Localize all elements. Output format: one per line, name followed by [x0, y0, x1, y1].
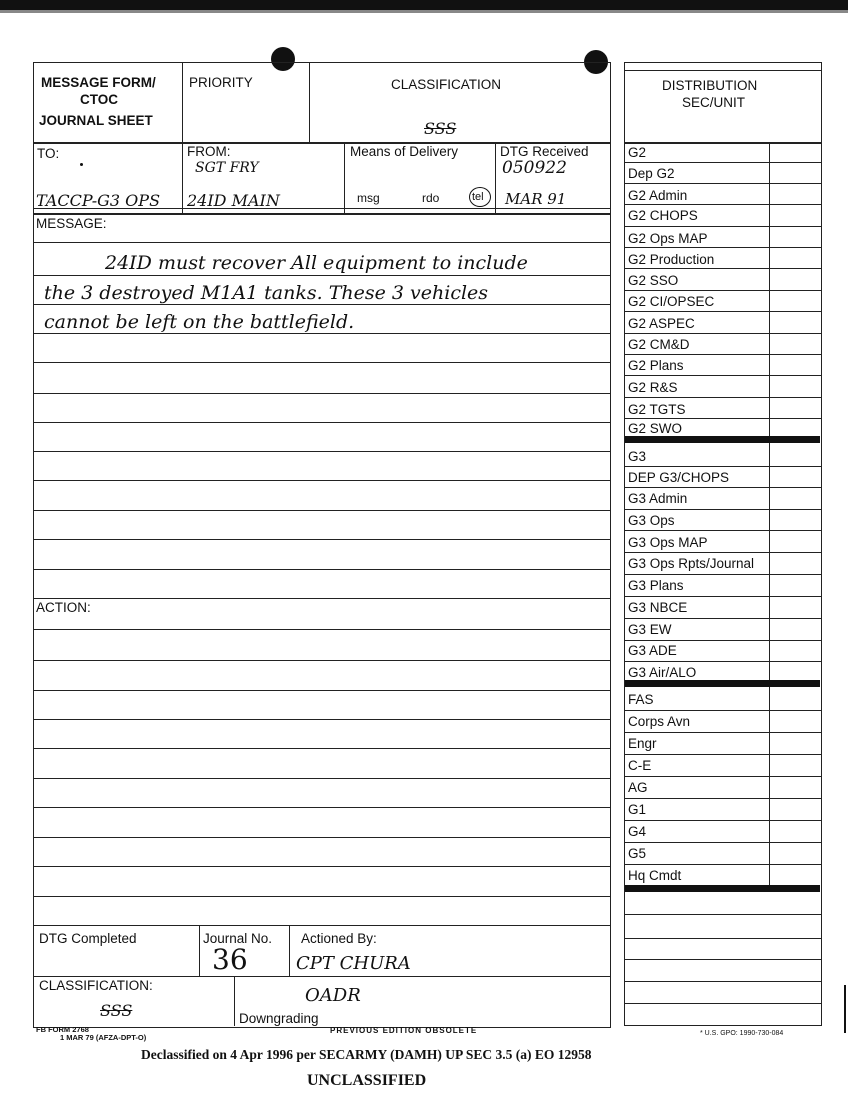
dtg-completed-label: DTG Completed: [39, 931, 137, 946]
rule-footer-v1: [199, 925, 200, 976]
action-label: ACTION:: [36, 600, 91, 615]
actioned-by-label: Actioned By:: [301, 931, 377, 946]
to-value: TACCP-G3 OPS: [36, 191, 161, 210]
rule-dist-row: [624, 354, 821, 355]
form-title-line1: MESSAGE FORM/: [41, 75, 156, 90]
rule-dist-row: [624, 333, 821, 334]
rule-line: [33, 242, 610, 243]
rule-dist-row: [624, 268, 821, 269]
dist-item: G2 SWO: [628, 421, 683, 436]
rule-dist-row: [624, 375, 821, 376]
distribution-header-line1: DISTRIBUTION: [662, 78, 758, 93]
rule-dist-row: [624, 640, 821, 641]
rule-line: [33, 598, 610, 599]
rule-line: [33, 778, 610, 779]
dist-item: Hq Cmdt: [628, 868, 682, 883]
rule-dist-row: [624, 914, 821, 915]
rule-line: [33, 837, 610, 838]
journal-no-value: 36: [212, 943, 248, 976]
message-line-2: the 3 destroyed M1A1 tanks. These 3 vehicles: [44, 282, 489, 304]
from-label: FROM:: [187, 144, 231, 159]
rule-dist-row: [624, 661, 821, 662]
declassified-note: Declassified on 4 Apr 1996 per SECARMY (DAMH) UP SEC 3.5 (a) EO 12958: [141, 1047, 592, 1062]
unclassified-marking: UNCLASSIFIED: [307, 1072, 427, 1089]
rule-dist-row: [624, 487, 821, 488]
message-line-1: 24ID must recover All equipment to include: [105, 252, 528, 274]
scan-top-band-gray: [0, 10, 848, 13]
rule-dist-row: [624, 981, 821, 982]
rule-header-v1: [182, 62, 183, 142]
delivery-tel: tel: [472, 191, 484, 203]
rule-routing-bottom: [33, 213, 610, 215]
form-number-line2: 1 MAR 79 (AFZA-DPT-O): [60, 1033, 147, 1042]
rule-dist-row: [624, 842, 821, 843]
gpo-note: * U.S. GPO: 1990-730-084: [700, 1030, 784, 1037]
rule-dist-row: [624, 142, 821, 144]
rule-line: [33, 510, 610, 511]
dist-item: G3 Ops MAP: [628, 535, 708, 550]
dist-item: G2 Production: [628, 252, 715, 267]
rule-dist-row: [624, 226, 821, 227]
dist-item: Dep G2: [628, 166, 675, 181]
rule-line: [33, 748, 610, 749]
form-title-line3: JOURNAL SHEET: [39, 113, 153, 128]
downgrading-value: OADR: [305, 985, 361, 1006]
rule-dist-row: [624, 864, 821, 865]
dist-item: G3 Plans: [628, 578, 684, 593]
rule-line: [33, 896, 610, 897]
rule-routing-v2: [344, 142, 345, 213]
dist-item: G2 Plans: [628, 358, 684, 373]
rule-dist-row: [624, 754, 821, 755]
from-line2: 24ID MAIN: [187, 191, 280, 210]
rule-header-v2: [309, 62, 310, 142]
rule-line: [33, 866, 610, 867]
footer-classification-value: SSS: [100, 1001, 133, 1020]
dist-item: G2 CM&D: [628, 337, 690, 352]
delivery-rdo: rdo: [422, 191, 440, 205]
rule-line: [33, 569, 610, 570]
rule-dist-row: [624, 798, 821, 799]
dist-item: DEP G3/CHOPS: [628, 470, 730, 485]
rule-line: [33, 629, 610, 630]
form-number-line1: FB FORM 2768: [36, 1025, 89, 1034]
dist-item: G3 EW: [628, 622, 672, 637]
form-title-line2: CTOC: [80, 92, 119, 107]
rule-dist-row: [624, 732, 821, 733]
rule-line: [33, 719, 610, 720]
rule-routing-v1: [182, 142, 183, 213]
delivery-label: Means of Delivery: [350, 144, 459, 159]
rule-footer-v2: [289, 925, 290, 976]
scan-right-edge: [844, 985, 846, 1033]
rule-line: [33, 690, 610, 691]
rule-dist-row: [624, 574, 821, 575]
dist-item: G2 CI/OPSEC: [628, 294, 715, 309]
distribution-header-line2: SEC/UNIT: [682, 95, 746, 110]
dist-item: Engr: [628, 736, 657, 751]
dtg-received-label: DTG Received: [500, 144, 589, 159]
dist-item: G2 Ops MAP: [628, 231, 708, 246]
rule-dist-row: [624, 162, 821, 163]
dist-item: G2 TGTS: [628, 402, 686, 417]
rule-dist-row: [624, 596, 821, 597]
message-label: MESSAGE:: [36, 216, 107, 231]
dist-section-bar: [625, 436, 820, 443]
rule-line: [33, 304, 610, 305]
dist-section-bar: [625, 885, 820, 892]
rule-line: [33, 660, 610, 661]
dist-item: G3 Ops Rpts/Journal: [628, 556, 755, 571]
delivery-msg: msg: [357, 191, 380, 205]
footer-classification-label: CLASSIFICATION:: [39, 978, 153, 993]
rule-dist-row: [624, 959, 821, 960]
classification-value: SSS: [424, 119, 457, 138]
rule-dist-row: [624, 397, 821, 398]
classification-label: CLASSIFICATION: [391, 77, 502, 92]
dist-item: G2 R&S: [628, 380, 678, 395]
dtg-received-date: MAR 91: [505, 190, 567, 208]
dist-item: AG: [628, 780, 648, 795]
rule-dist-row: [624, 418, 821, 419]
rule-dist-row: [624, 247, 821, 248]
dist-item: G2 Admin: [628, 188, 688, 203]
downgrading-label: Downgrading: [239, 1011, 319, 1026]
priority-label: PRIORITY: [189, 75, 253, 90]
dist-item: G2: [628, 145, 647, 160]
dist-item: G2 ASPEC: [628, 316, 695, 331]
scan-top-band: [0, 0, 848, 10]
rule-line: [33, 275, 610, 276]
rule-dist-row: [624, 509, 821, 510]
rule-line: [33, 451, 610, 452]
rule-dist-row: [624, 530, 821, 531]
dist-item: G2 CHOPS: [628, 208, 698, 223]
rule-line: [33, 539, 610, 540]
rule-dist-row: [624, 776, 821, 777]
rule-dist-row: [624, 183, 821, 184]
dist-item: G3 Air/ALO: [628, 665, 697, 680]
previous-edition-note: PREVIOUS EDITION OBSOLETE: [330, 1026, 478, 1035]
rule-dist-row: [624, 290, 821, 291]
to-label: TO:: [37, 146, 60, 161]
rule-dist-row: [624, 820, 821, 821]
dist-item: G2 SSO: [628, 273, 679, 288]
rule-line: [33, 925, 610, 926]
rule-line: [33, 393, 610, 394]
dist-item: G5: [628, 846, 647, 861]
from-line1: SGT FRY: [195, 160, 259, 176]
rule-dist-row: [624, 938, 821, 939]
rule-footer-v3: [234, 976, 235, 1026]
dist-item: Corps Avn: [628, 714, 691, 729]
rule-dist-row: [624, 710, 821, 711]
rule-dist-top: [624, 70, 821, 71]
rule-dist-row: [624, 552, 821, 553]
dist-item: G3 NBCE: [628, 600, 688, 615]
rule-dist-row: [624, 204, 821, 205]
rule-line: [33, 422, 610, 423]
rule-routing-v3: [495, 142, 496, 213]
rule-line: [33, 333, 610, 334]
rule-dist-row: [624, 311, 821, 312]
dist-section-bar: [625, 680, 820, 687]
rule-dist-row: [624, 618, 821, 619]
rule-line: [33, 362, 610, 363]
dist-item: G1: [628, 802, 647, 817]
to-dot: [80, 163, 83, 166]
actioned-by-value: CPT CHURA: [296, 953, 411, 974]
message-line-3: cannot be left on the battlefield.: [44, 311, 355, 333]
dist-item: FAS: [628, 692, 654, 707]
dtg-received-value: 050922: [502, 158, 567, 178]
dist-item: G4: [628, 824, 647, 839]
dist-item: G3 Admin: [628, 491, 688, 506]
rule-dist-row: [624, 1003, 821, 1004]
rule-dist-row: [624, 466, 821, 467]
rule-line: [33, 807, 610, 808]
dist-item: G3 ADE: [628, 643, 677, 658]
dist-item: G3: [628, 449, 647, 464]
journal-no-label: Journal No.: [203, 931, 273, 946]
rule-footer-mid: [33, 976, 610, 977]
dist-item: C-E: [628, 758, 652, 773]
dist-item: G3 Ops: [628, 513, 675, 528]
rule-line: [33, 480, 610, 481]
